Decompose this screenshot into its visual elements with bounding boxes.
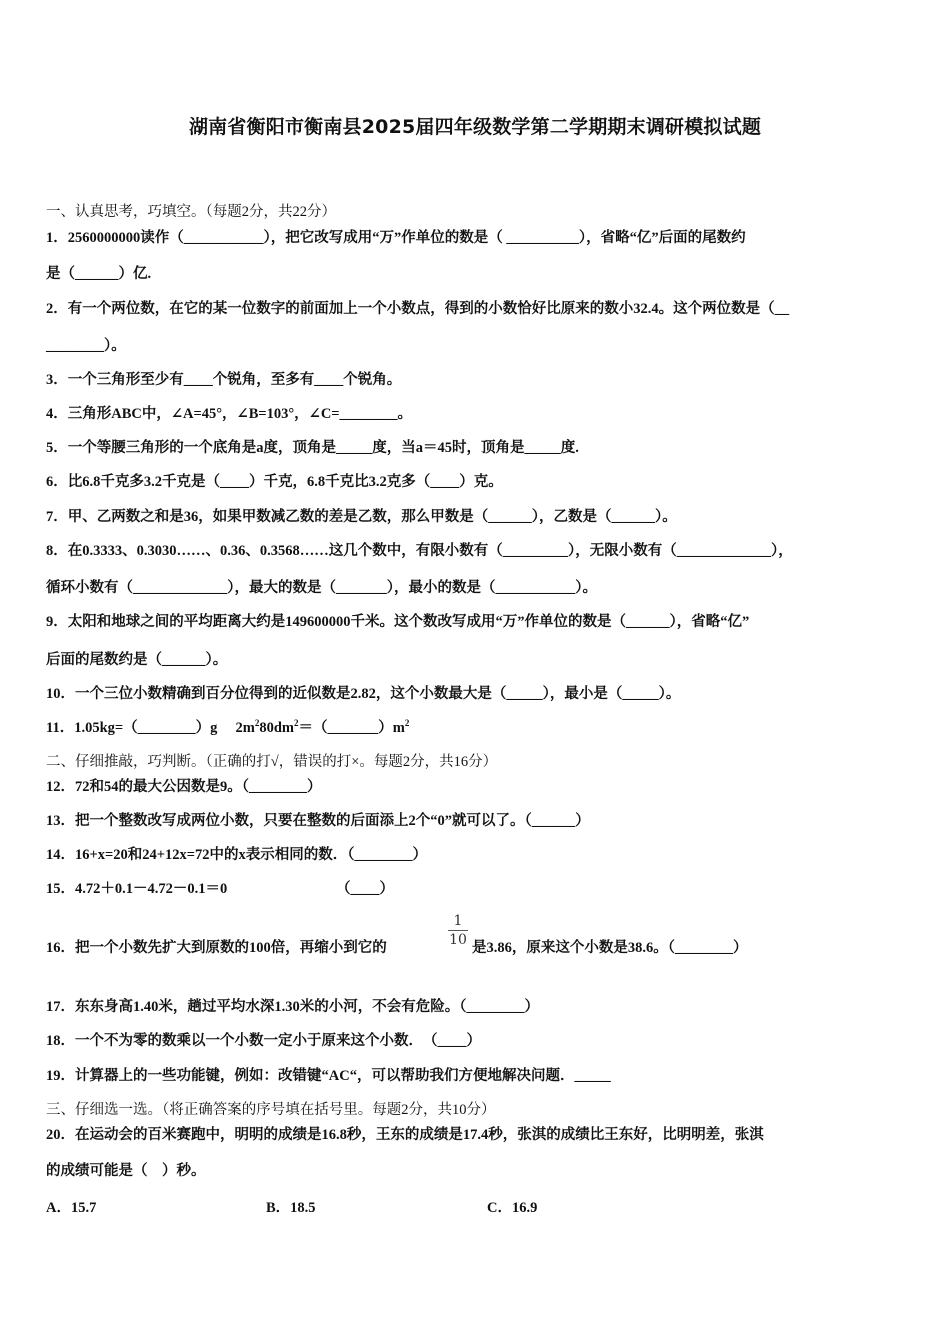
question-10: 10．一个三位小数精确到百分位得到的近似数是2.82，这个小数最大是（_____），最小是（_____）。 — [46, 686, 681, 702]
question-20-line-1: 20．在运动会的百米赛跑中，明明的成绩是16.8秒，王东的成绩是17.4秒，张淇的成绩比王东好，比明明差，张淇 — [46, 1127, 764, 1143]
section-heading-1: 一、认真思考，巧填空。（每题2分，共22分） — [46, 204, 336, 220]
question-8-line-1: 8．在0.3333、0.3030……、0.36、0.3568……这几个数中，有限小数有（_________），无限小数有（_____________）， — [46, 543, 793, 559]
page-title: 湖南省衡阳市衡南县2025届四年级数学第二学期期末调研模拟试题 — [188, 116, 762, 138]
question-16-text: 16．把一个小数先扩大到原数的100倍，再缩小到它的 — [46, 940, 387, 956]
section-heading-3: 三、仔细选一选。（将正确答案的序号填在括号里。每题2分，共10分） — [46, 1102, 496, 1118]
question-4: 4．三角形ABC中，∠A=45°，∠B=103°，∠C=________。 — [46, 406, 413, 422]
option-a: A．15.7 — [46, 1200, 97, 1216]
question-9-line-1: 9．太阳和地球之间的平均距离大约是149600000千米。这个数改写成用“万”作单位的数是（______），省略“亿” — [46, 614, 750, 630]
question-19: 19．计算器上的一些功能键，例如：改错键“AC“，可以帮助我们方便地解决问题．_____ — [46, 1068, 611, 1084]
question-14: 14．16+x=20和24+12x=72中的x表示相同的数．（________） — [46, 847, 428, 863]
question-18: 18．一个不为零的数乘以一个小数一定小于原来这个小数． （____） — [46, 1033, 481, 1049]
question-1-line-2: 是（______）亿. — [46, 266, 152, 282]
question-11: 11．1.05kg=（________）g $2m^280dm^2=(\_\_\_\_\_\_\_)m^2$ — [46, 718, 410, 736]
question-1-line-1: 1．2560000000读作（___________），把它改写成用“万”作单位的数是（ __________），省略“亿”后面的尾数约 — [46, 230, 746, 246]
question-15: 15．4.72＋0.1－4.72－0.1＝0 （____） — [46, 881, 394, 897]
question-16-text-end: 是3.86，原来这个小数是38.6。（________） — [472, 940, 748, 956]
question-6: 6．比6.8千克多3.2千克是（____）千克，6.8千克比3.2克多（____）克。 — [46, 474, 503, 490]
option-c: C．16.9 — [487, 1200, 538, 1216]
question-17: 17．东东身高1.40米，趟过平均水深1.30米的小河，不会有危险。（________） — [46, 999, 539, 1015]
question-7: 7．甲、乙两数之和是36，如果甲数减乙数的差是乙数，那么甲数是（______），乙数是（______）。 — [46, 509, 677, 525]
option-b: B．18.5 — [266, 1200, 316, 1216]
question-2-line-1: 2．有一个两位数，在它的某一位数字的前面加上一个小数点，得到的小数恰好比原来的数小32.4。这个两位数是（__ — [46, 301, 790, 317]
question-13: 13．把一个整数改写成两位小数，只要在整数的后面添上2个“0”就可以了。（______） — [46, 813, 590, 829]
question-9-line-2: 后面的尾数约是（______）。 — [46, 652, 228, 668]
section-heading-2: 二、仔细推敲，巧判断。（正确的打√，错误的打×。每题2分，共16分） — [46, 754, 498, 770]
question-3: 3．一个三角形至少有____个锐角，至多有____个锐角。 — [46, 372, 402, 388]
fraction-one-tenth: 1 10 — [449, 913, 467, 948]
question-20-line-2: 的成绩可能是（ ）秒。 — [46, 1163, 206, 1179]
question-12: 12．72和54的最大公因数是9。（________） — [46, 779, 322, 795]
question-5: 5．一个等腰三角形的一个底角是a度，顶角是_____度，当a＝45时，顶角是_____度. — [46, 440, 579, 456]
question-8-line-2: 循环小数有（_____________），最大的数是（_______），最小的数是（___________）。 — [46, 580, 597, 596]
question-2-line-2: ________）。 — [46, 338, 126, 354]
